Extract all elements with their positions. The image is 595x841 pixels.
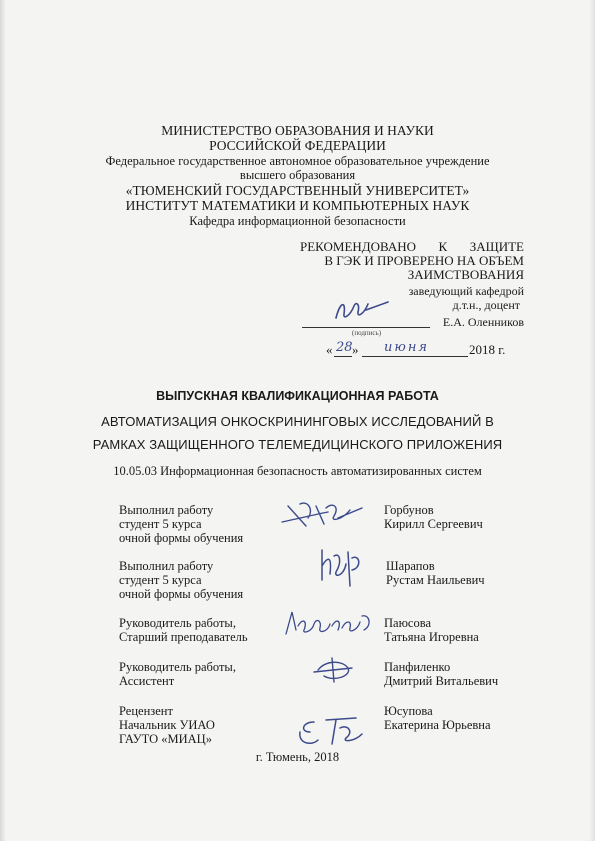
person-2-given-name: Рустам Наильевич xyxy=(386,573,485,587)
date-year: 2018 г. xyxy=(469,342,506,357)
date-month-line xyxy=(362,356,468,357)
head-name: Е.А. Оленников xyxy=(442,315,524,329)
date-month: июня xyxy=(384,340,429,355)
ministry-line-2: РОССИЙСКОЙ ФЕДЕРАЦИИ xyxy=(209,138,386,153)
person-5-role-line-1: Рецензент xyxy=(119,704,173,718)
person-1-name xyxy=(384,503,483,531)
person-2-signature-image xyxy=(316,546,366,590)
city-year: г. Тюмень, 2018 xyxy=(255,750,340,764)
person-3-role-line-1: Руководитель работы, xyxy=(119,616,236,630)
person-4-signature-image xyxy=(312,654,356,684)
person-5-role-line-2: Начальник УИАО xyxy=(119,718,215,732)
person-4-given-name: Дмитрий Витальевич xyxy=(384,674,499,688)
person-4-surname: Панфиленко xyxy=(384,660,451,674)
head-signature-image xyxy=(330,296,400,326)
work-type: ВЫПУСКНАЯ КВАЛИФИКАЦИОННАЯ РАБОТА xyxy=(156,389,439,403)
ministry-line-1: МИНИСТЕРСТВО ОБРАЗОВАНИЯ И НАУКИ xyxy=(161,123,434,138)
person-4-role-line-1: Руководитель работы, xyxy=(119,660,236,674)
person-4-role xyxy=(119,660,236,688)
institute-name: ИНСТИТУТ МАТЕМАТИКИ И КОМПЬЮТЕРНЫХ НАУК xyxy=(125,198,470,213)
person-5-role-line-3: ГАУТО «МИАЦ» xyxy=(119,732,212,746)
approval-line-3: ЗАИМСТВОВАНИЯ xyxy=(407,267,524,282)
work-title-line-1: АВТОМАТИЗАЦИЯ ОНКОСКРИНИНГОВЫХ ИССЛЕДОВАНИЙ В xyxy=(101,414,494,429)
date-day-line xyxy=(334,356,352,357)
date-open-quote: « xyxy=(326,342,333,357)
signature-caption: (подпись) xyxy=(352,329,382,337)
person-4-name xyxy=(384,660,498,688)
person-3-given-name: Татьяна Игоревна xyxy=(384,630,479,644)
person-2-role-line-3: очной формы обучения xyxy=(119,587,244,601)
person-2-role-line-2: студент 5 курса xyxy=(119,573,202,587)
person-1-role-line-2: студент 5 курса xyxy=(119,517,202,531)
person-3-name xyxy=(384,616,479,644)
department-name: Кафедра информационной безопасности xyxy=(189,214,406,228)
institution-line-1: Федеральное государственное автономное образовательное учреждение xyxy=(105,154,490,168)
person-1-role-line-1: Выполнил работу xyxy=(119,503,214,517)
approval-line-1: РЕКОМЕНДОВАНО К ЗАЩИТЕ xyxy=(300,239,524,254)
head-degree: д.т.н., доцент xyxy=(452,298,520,312)
person-2-role xyxy=(119,559,243,601)
person-1-role xyxy=(119,503,243,545)
head-signature-line xyxy=(302,327,430,328)
work-title-line-2: РАМКАХ ЗАЩИЩЕННОГО ТЕЛЕМЕДИЦИНСКОГО ПРИЛОЖЕНИЯ xyxy=(92,437,503,452)
approval-line-2: В ГЭК И ПРОВЕРЕНО НА ОБЪЕМ xyxy=(324,253,524,268)
date-close-quote: » xyxy=(352,342,359,357)
person-3-surname: Паюсова xyxy=(384,616,431,630)
person-2-role-line-1: Выполнил работу xyxy=(119,559,214,573)
person-3-role-line-2: Старший преподаватель xyxy=(119,630,248,644)
person-5-given-name: Екатерина Юрьевна xyxy=(384,718,491,732)
person-1-surname: Горбунов xyxy=(384,503,434,517)
head-title: заведующий кафедрой xyxy=(408,284,524,298)
date-day: 28 xyxy=(336,340,353,355)
person-3-signature-image xyxy=(282,606,378,640)
person-2-surname: Шарапов xyxy=(386,559,435,573)
person-3-role xyxy=(119,616,248,644)
person-5-surname: Юсупова xyxy=(384,704,433,718)
person-4-role-line-2: Ассистент xyxy=(119,674,175,688)
person-5-role xyxy=(119,704,215,746)
person-1-role-line-3: очной формы обучения xyxy=(119,531,244,545)
university-name: «ТЮМЕНСКИЙ ГОСУДАРСТВЕННЫЙ УНИВЕРСИТЕТ» xyxy=(125,183,470,198)
person-5-name xyxy=(384,704,491,732)
person-1-signature-image xyxy=(278,496,368,530)
person-5-signature-image xyxy=(296,714,370,750)
person-2-name xyxy=(386,559,485,587)
specialty: 10.05.03 Информационная безопасность автоматизированных систем xyxy=(113,464,482,478)
person-1-given-name: Кирилл Сергеевич xyxy=(384,517,483,531)
institution-line-2: высшего образования xyxy=(239,168,356,182)
